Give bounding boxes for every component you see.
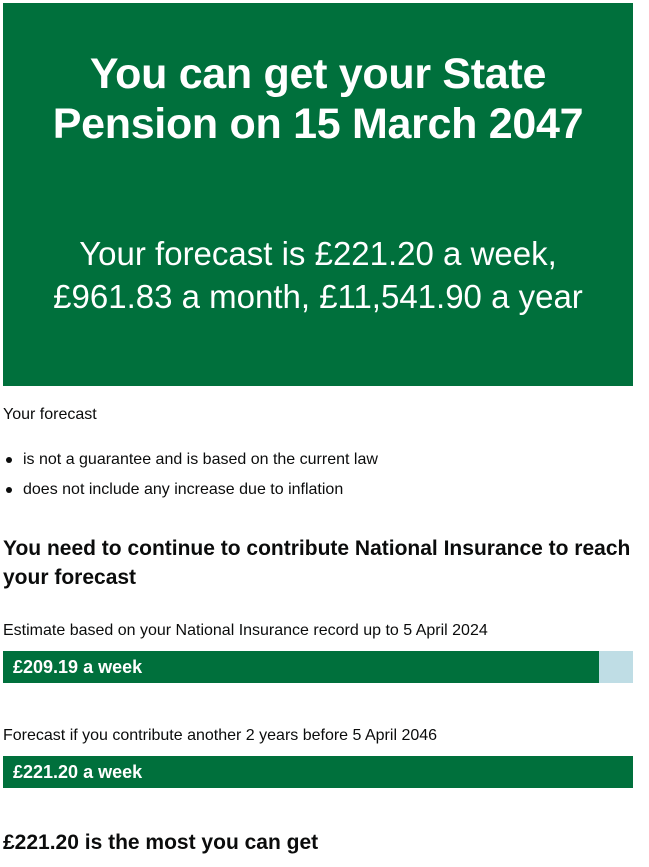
- bullet-icon: [6, 487, 12, 493]
- list-item: [3, 479, 378, 501]
- forecast-bar: [3, 756, 633, 788]
- forecast-amount: £221.20 a week: [13, 762, 143, 782]
- forecast-label: Forecast if you contribute another 2 years before 5 April 2046: [3, 727, 438, 744]
- pension-summary-panel: [3, 3, 633, 386]
- list-item-text: is not a guarantee and is based on the current law: [23, 451, 378, 468]
- contribute-heading: You need to continue to contribute National Insurance to reach your forecast: [3, 537, 631, 589]
- list-item-text: does not include any increase due to inflation: [23, 481, 344, 498]
- estimate-amount: £209.19 a week: [13, 657, 143, 677]
- list-item: [3, 449, 378, 471]
- forecast-notes-list: [3, 449, 378, 509]
- bullet-icon: [6, 457, 12, 463]
- forecast-summary: Your forecast is £221.20 a week, £961.83 a month, £11,541.90 a year: [53, 235, 583, 315]
- estimate-bar: [3, 651, 633, 683]
- maximum-heading: £221.20 is the most you can get: [3, 831, 319, 854]
- forecast-intro: Your forecast: [3, 406, 97, 423]
- pension-date-heading: You can get your State Pension on 15 March 2047: [52, 50, 584, 148]
- estimate-label: Estimate based on your National Insurance record up to 5 April 2024: [3, 622, 488, 639]
